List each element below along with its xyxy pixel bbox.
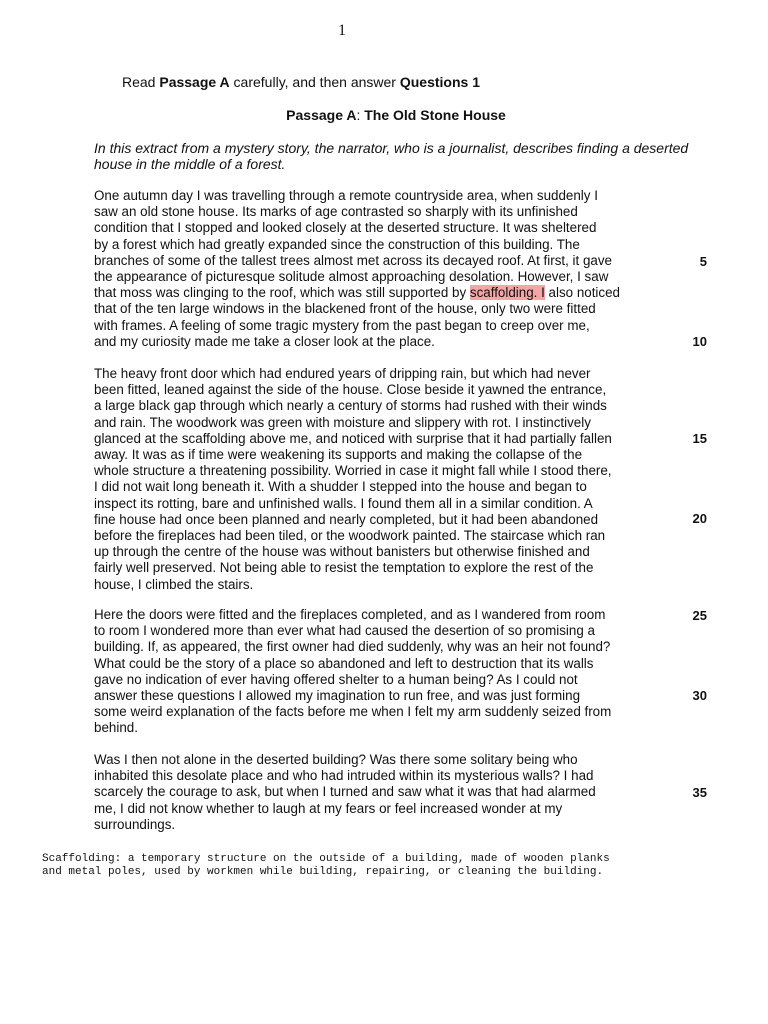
text-line: Was I then not alone in the deserted building? Was there some solitary being who [94,752,578,767]
text-line: condition that I stopped and looked closely at the deserted structure. It was sheltered [94,220,597,236]
text-line: fine house had once been planned and nearly completed, but it had been abandoned [94,511,599,527]
text-line: What could be the story of a place so abandoned and left to destruction that its walls [94,655,594,671]
footnote-line: and metal poles, used by workmen while building, repairing, or cleaning the building. [42,866,604,878]
text-line: by a forest which had greatly expanded since the construction of this building. The [94,236,580,252]
text-line: answer these questions I allowed my imagination to run free, and was just forming [94,688,581,704]
text-line: house, I climbed the stairs. [94,576,254,592]
line-number-5: 5 [699,254,707,269]
text-line: up through the centre of the house was without banisters but otherwise finished and [94,544,590,560]
text-line: me, I did not know whether to laugh at my fears or feel increased wonder at my [94,800,563,816]
line-number-15: 15 [692,431,707,446]
instruction-middle: carefully, and then answer [229,74,400,90]
instruction-prefix: Read [122,74,160,90]
paragraph-2 [94,366,694,593]
text-line: I did not wait long beneath it. With a shudder I stepped into the house and began to [94,479,587,495]
text-line: One autumn day I was travelling through a remote countryside area, when suddenly I [94,188,598,203]
passage-colon: : [356,107,365,123]
page-number: 1 [338,22,346,39]
line-number-35: 35 [692,785,707,800]
text-line: saw an old stone house. Its marks of age contrasted so sharply with its unfinished [94,204,578,220]
text-line: before the fireplaces had been tiled, or the woodwork painted. The staircase which ran [94,528,606,544]
text-line: fairly well preserved. Not being able to resist the temptation to explore the rest of the [94,560,594,576]
text-line-highlighted [94,285,694,301]
text-line: The heavy front door which had endured years of dripping rain, but which had never [94,366,591,381]
text-line: Here the doors were fitted and the fireplaces completed, and as I wandered from room [94,607,606,622]
text-line: been fitted, leaned against the side of the house. Close beside it yawned the entrance, [94,382,607,398]
paragraph-3 [94,607,694,737]
text-line: and my curiosity made me take a closer look at the place. [94,333,435,349]
instruction-passage: Passage A [159,74,230,90]
footnote [42,853,682,879]
instruction [122,74,480,90]
highlight-scaffolding[interactable]: scaffolding. I [469,285,545,301]
line-number-30: 30 [692,688,707,703]
intro-line: In this extract from a mystery story, the narrator, who is a journalist, describes finding a deserted [94,140,689,156]
passage-title [0,107,768,123]
text-line: gave no indication of ever having offered shelter to a human being? As I could not [94,671,578,687]
text-line: behind. [94,720,138,736]
passage-label: Passage A [286,107,357,123]
text-line: building. If, as appeared, the first owner had died suddenly, why was an heir not found? [94,639,611,655]
text-line: branches of some of the tallest trees almost met across its decayed roof. At first, it gave [94,252,613,268]
text-line: inspect its rotting, bare and unfinished walls. I found them all in a similar condition. A [94,495,593,511]
text-line: that of the ten large windows in the blackened front of the house, only two were fitted [94,301,596,317]
line-number-25: 25 [692,608,707,623]
passage-intro [94,140,704,172]
text-line: and rain. The woodwork was green with moisture and slippery with rot. I instinctively [94,414,591,430]
text-line: the appearance of picturesque solitude almost approaching desolation. However, I saw [94,269,609,285]
intro-line: house in the middle of a forest. [94,156,286,172]
text-line: some weird explanation of the facts before me when I felt my arm suddenly seized from [94,704,612,720]
paragraph-4 [94,752,694,833]
text-line: a large black gap through which nearly a century of storms had rushed with their winds [94,398,607,414]
paragraph-1 [94,188,694,350]
text-before-highlight: that moss was clinging to the roof, which was still supported by [94,285,470,301]
line-number-10: 10 [692,334,707,349]
text-after-highlight: also noticed [544,285,620,301]
text-line: with frames. A feeling of some tragic mystery from the past began to creep over me, [94,317,590,333]
line-number-20: 20 [692,511,707,526]
text-line: scarcely the courage to ask, but when I turned and saw what it was that had alarmed [94,784,596,800]
passage-name: The Old Stone House [364,107,506,123]
text-line: inhabited this desolate place and who had intruded within its mysterious walls? I had [94,768,594,784]
text-line: to room I wondered more than ever what had caused the desertion of so promising a [94,623,595,639]
instruction-questions: Questions 1 [399,74,480,90]
text-line: glanced at the scaffolding above me, and noticed with surprise that it had partially fallen [94,430,612,446]
footnote-line: Scaffolding: a temporary structure on the outside of a building, made of wooden planks [42,853,610,865]
text-line: away. It was as if time were weakening its supports and making the collapse of the [94,447,583,463]
text-line: surroundings. [94,816,176,832]
text-line: whole structure a threatening possibility. Worried in case it might fall while I stood there, [94,463,612,479]
